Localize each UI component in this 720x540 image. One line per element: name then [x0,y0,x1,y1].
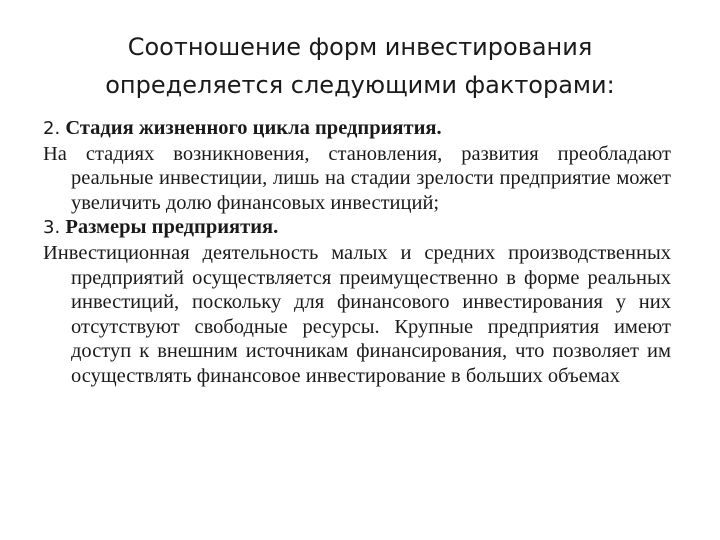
slide-body [43,116,671,389]
slide-title-line-2: определяется следующими факторами: [105,71,615,99]
factor-number: 2. [43,118,61,139]
factor-heading-2 [43,116,671,142]
slide-title-line-1: Соотношение форм инвестирования [127,33,593,61]
factor-description: На стадиях возникновения, становления, развития преобладают реальные инвестиции, лишь на стадии зрелости предприятие может увеличить долю финансовых инвестиций; [43,142,671,214]
factor-title: Размеры предприятия. [65,216,279,239]
factor-heading-3 [43,215,671,241]
factor-title: Стадия жизненного цикла предприятия. [65,117,442,139]
slide-title [60,28,660,104]
factor-number: 3. [43,217,61,239]
factor-description: Инвестиционная деятельность малых и средних производственных предприятий осуществляется преимущественно в форме реальных инвестиций, поскольку для финансового инвестирования у них отсутствуют свободные ресурсы. Крупные предприятия имеют доступ к внешним источникам финансирования, что позволяет им осуществлять финансовое инвестирование в больших объемах [43,241,671,387]
